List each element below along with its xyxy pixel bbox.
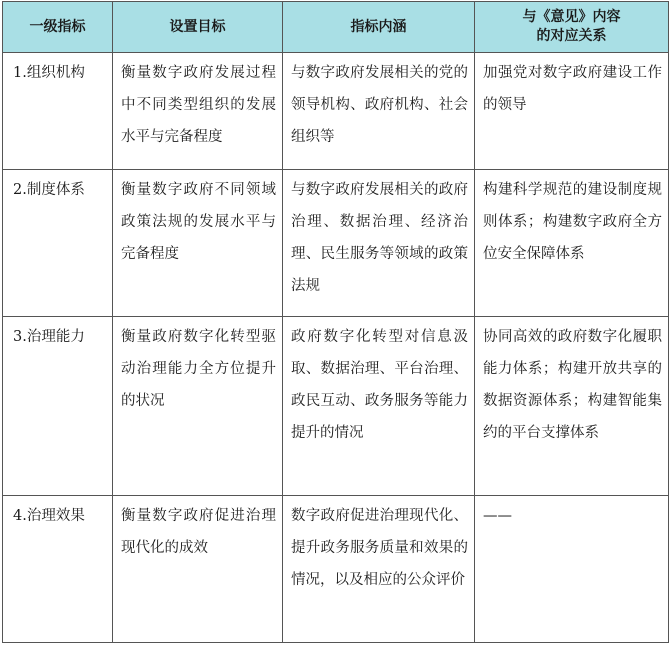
header-indicator: 一级指标	[3, 2, 113, 53]
cell-relation: 协同高效的政府数字化履职能力体系；构建开放共享的数据资源体系；构建智能集约的平台支撑体系	[475, 317, 669, 496]
table-row	[3, 170, 669, 317]
cell-indicator: 4.治理效果	[3, 496, 113, 643]
cell-goal: 衡量数字政府发展过程中不同类型组织的发展水平与完备程度	[113, 53, 283, 170]
cell-connotation: 与数字政府发展相关的党的领导机构、政府机构、社会组织等	[283, 53, 475, 170]
header-relation-line2: 的对应关系	[536, 28, 607, 44]
table-row	[3, 53, 669, 170]
cell-goal: 衡量政府数字化转型驱动治理能力全方位提升的状况	[113, 317, 283, 496]
cell-relation: 构建科学规范的建设制度规则体系；构建数字政府全方位安全保障体系	[475, 170, 669, 317]
table-row	[3, 496, 669, 643]
indicator-table	[2, 1, 669, 643]
header-relation-line1: 与《意见》内容	[522, 9, 621, 25]
cell-relation: 加强党对数字政府建设工作的领导	[475, 53, 669, 170]
cell-connotation: 与数字政府发展相关的政府治理、数据治理、经济治理、民生服务等领域的政策法规	[283, 170, 475, 317]
header-goal: 设置目标	[113, 2, 283, 53]
cell-indicator: 3.治理能力	[3, 317, 113, 496]
cell-indicator: 1.组织机构	[3, 53, 113, 170]
cell-goal: 衡量数字政府不同领域政策法规的发展水平与完备程度	[113, 170, 283, 317]
table-header-row	[3, 2, 669, 53]
cell-indicator: 2.制度体系	[3, 170, 113, 317]
cell-connotation: 政府数字化转型对信息汲取、数据治理、平台治理、政民互动、政务服务等能力提升的情况	[283, 317, 475, 496]
header-connotation: 指标内涵	[283, 2, 475, 53]
header-relation	[475, 2, 669, 53]
table-row	[3, 317, 669, 496]
cell-relation: ——	[475, 496, 669, 643]
cell-goal: 衡量数字政府促进治理现代化的成效	[113, 496, 283, 643]
cell-connotation: 数字政府促进治理现代化、提升政务服务质量和效果的情况，以及相应的公众评价	[283, 496, 475, 643]
